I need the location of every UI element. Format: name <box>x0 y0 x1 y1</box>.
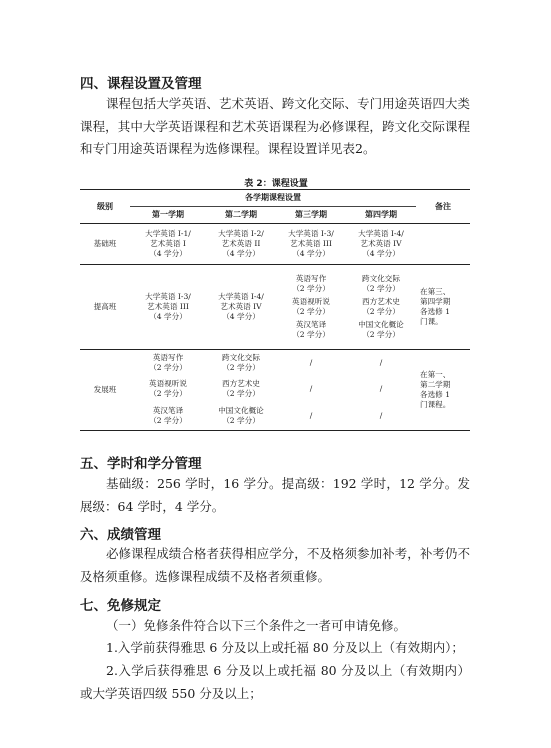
course-name: 艺术英语 IV <box>220 302 262 311</box>
cell <box>130 224 206 265</box>
course-name: 大学英语 I-1/ <box>145 229 191 238</box>
cell-slash: / <box>309 384 313 393</box>
section-6-paragraph: 必修课程成绩合格者获得相应学分，不及格须参加补考，补考仍不及格须重修。选修课程成绩不及格者须重修。 <box>80 546 470 584</box>
header-note: 备注 <box>416 190 470 224</box>
credit: （4 学分） <box>149 312 187 321</box>
credit: （2 学分） <box>149 363 187 372</box>
course-name: 大学英语 I-4/ <box>218 292 264 301</box>
credit: （2 学分） <box>292 330 330 339</box>
level-basic: 基础班 <box>93 239 117 248</box>
note-advanced: 在第三、 第四学期 各选修 1 门课。 <box>420 287 451 326</box>
exemption-item-0: （一）免修条件符合以下三个条件之一者可申请免修。 <box>106 618 407 633</box>
cell <box>346 265 416 350</box>
section-4-heading: 四、课程设置及管理 <box>80 76 202 92</box>
course-name: 中国文化概论 <box>358 320 404 329</box>
course-name: 西方艺术史 <box>222 379 260 388</box>
course-name: 中国文化概论 <box>218 406 264 415</box>
table-row-development-3 <box>80 402 470 431</box>
course-name: 西方艺术史 <box>362 297 400 306</box>
section-4-paragraph: 课程包括大学英语、艺术英语、跨文化交际、专门用途英语四大类课程，其中大学英语课程和艺术英语课程为必修课程，跨文化交际课程和专门用途英语课程为选修课程。课程设置详见表2。 <box>80 96 470 156</box>
course-name: 大学英语 I-4/ <box>358 229 404 238</box>
credit: （4 学分） <box>292 249 330 258</box>
cell-slash: / <box>309 411 313 420</box>
section-6-heading: 六、成绩管理 <box>80 527 161 543</box>
credit: （2 学分） <box>362 284 400 293</box>
credit: （4 学分） <box>149 249 187 258</box>
cell <box>130 402 206 431</box>
note-development: 在第一、 第二学期 各选修 1 门课程。 <box>416 350 470 431</box>
cell-slash: / <box>379 384 383 393</box>
cell-slash: / <box>379 411 383 420</box>
table-row-development-1 <box>80 350 470 377</box>
cell <box>276 265 346 350</box>
credit: （2 学分） <box>292 307 330 316</box>
cell <box>206 265 276 350</box>
credit: （4 学分） <box>362 249 400 258</box>
course-name: 跨文化交际 <box>222 353 260 362</box>
course-name: 艺术英语 III <box>290 239 332 248</box>
credit: （2 学分） <box>149 389 187 398</box>
cell <box>206 224 276 265</box>
header-term-1: 第一学期 <box>152 210 184 219</box>
course-name: 大学英语 I-3/ <box>288 229 334 238</box>
course-name: 英汉笔译 <box>295 320 327 329</box>
course-name: 艺术英语 II <box>221 239 261 248</box>
credit: （2 学分） <box>362 330 400 339</box>
header-term-2: 第二学期 <box>225 210 257 219</box>
course-name: 英汉笔译 <box>152 406 184 415</box>
cell <box>346 224 416 265</box>
section-5-heading: 五、学时和学分管理 <box>80 456 202 472</box>
credit: （2 学分） <box>292 284 330 293</box>
course-name: 英语写作 <box>152 353 184 362</box>
cell <box>130 350 206 377</box>
credit: （2 学分） <box>222 416 260 425</box>
course-name: 英语视听说 <box>149 379 187 388</box>
course-name: 大学英语 I-3/ <box>145 292 191 301</box>
cell-slash: / <box>309 358 313 367</box>
exemption-item-1: 1.入学前获得雅思 6 分及以上或托福 80 分及以上（有效期内）； <box>106 640 464 655</box>
header-level: 级别 <box>80 190 130 224</box>
cell <box>206 402 276 431</box>
level-development: 发展班 <box>80 350 130 431</box>
credit: （2 学分） <box>362 307 400 316</box>
header-group: 各学期课程设置 <box>130 190 416 207</box>
course-name: 艺术英语 III <box>147 302 189 311</box>
cell <box>130 265 206 350</box>
credit: （2 学分） <box>149 416 187 425</box>
course-table <box>80 189 470 431</box>
course-name: 跨文化交际 <box>362 274 400 283</box>
course-name: 艺术英语 IV <box>360 239 402 248</box>
credit: （4 学分） <box>222 249 260 258</box>
table-row-basic <box>80 224 470 265</box>
credit: （4 学分） <box>222 312 260 321</box>
cell-slash: / <box>379 358 383 367</box>
cell-empty <box>416 224 470 265</box>
course-name: 英语视听说 <box>292 297 330 306</box>
cell <box>276 224 346 265</box>
exemption-item-2: 2.入学后获得雅思 6 分及以上或托福 80 分及以上（有效期内）或大学英语四级 550 分及以上； <box>80 663 470 701</box>
table-caption: 表 2：课程设置 <box>244 179 308 189</box>
header-term-3: 第三学期 <box>295 210 327 219</box>
credit: （2 学分） <box>222 389 260 398</box>
credit: （2 学分） <box>222 363 260 372</box>
table-row-advanced <box>80 265 470 350</box>
section-7-heading: 七、免修规定 <box>80 598 161 614</box>
section-5-paragraph: 基础级：256 学时，16 学分。提高级：192 学时，12 学分。发展级：64 学时，4 学分。 <box>80 476 470 514</box>
course-name: 大学英语 I-2/ <box>218 229 264 238</box>
course-name: 艺术英语 I <box>150 239 186 248</box>
header-term-4: 第四学期 <box>365 210 397 219</box>
table-row-development-2 <box>80 376 470 402</box>
cell <box>206 376 276 402</box>
cell <box>206 350 276 377</box>
course-name: 英语写作 <box>295 274 327 283</box>
cell <box>130 376 206 402</box>
level-advanced: 提高班 <box>93 302 117 311</box>
